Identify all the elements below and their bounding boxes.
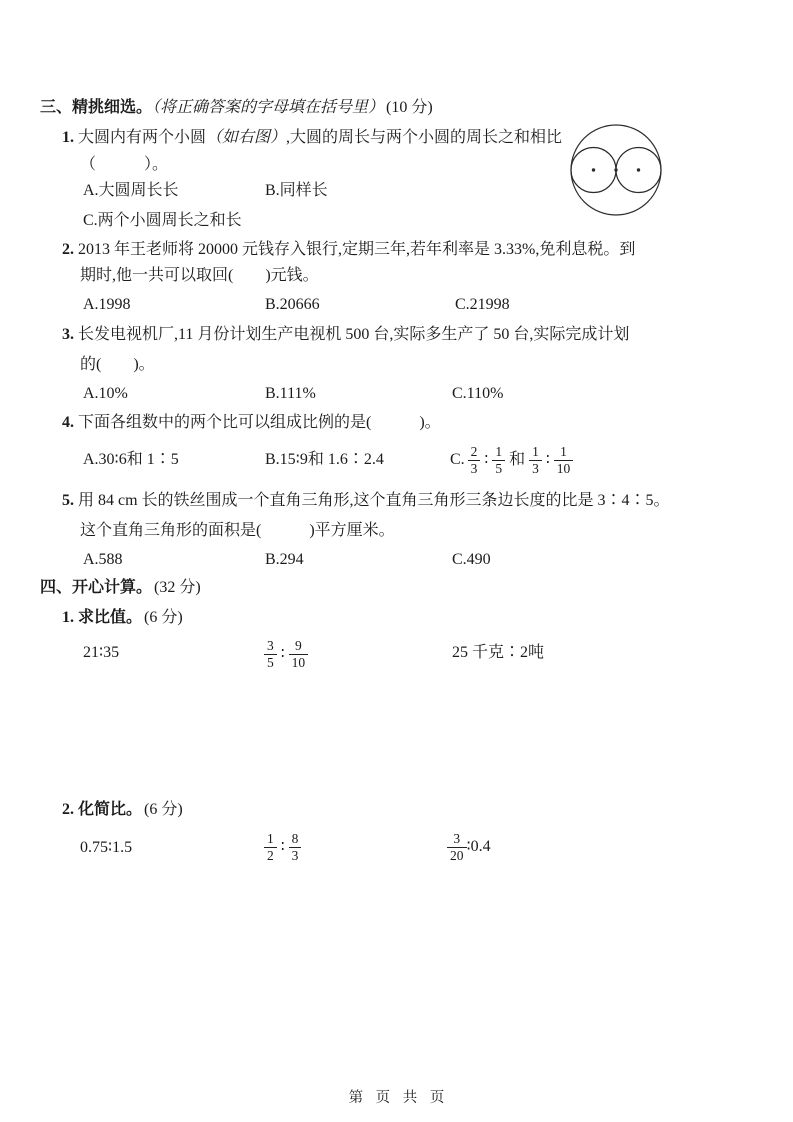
q3-text: 长发电视机厂,11 月份计划生产电视机 500 台,实际多生产了 50 台,实际完成计划 — [78, 326, 630, 343]
q2-number: 2. — [62, 241, 74, 258]
sub2-number: 2. — [62, 801, 74, 818]
q5-line1 — [62, 491, 670, 511]
fraction: $\frac{8}{3}$ — [289, 831, 302, 863]
section3-header — [40, 98, 433, 118]
sub1-number: 1. — [62, 609, 74, 626]
q5-line2: 这个直角三角形的面积是( )平方厘米。 — [80, 522, 395, 539]
ratio-colon: ∶ — [280, 838, 285, 855]
q4-option-c-label: C. — [450, 451, 465, 468]
sub1-item3: 25 千克∶2吨 — [452, 644, 545, 661]
center-dot-left — [592, 168, 595, 171]
q1-line1 — [62, 128, 562, 148]
sub1-item1: 21∶35 — [83, 644, 120, 661]
fraction: $\frac{1}{2}$ — [264, 831, 277, 863]
q5-option-b: B.294 — [265, 551, 304, 568]
q2-option-c: C.21998 — [455, 296, 510, 313]
q3-number: 3. — [62, 326, 74, 343]
q3-line1 — [62, 325, 629, 345]
sub2-item1: 0.75∶1.5 — [80, 839, 133, 856]
q2-option-b: B.20666 — [265, 296, 320, 313]
fraction: $\frac{3}{5}$ — [264, 638, 277, 670]
q4-option-b: B.15∶9和 1.6∶2.4 — [265, 451, 384, 468]
q3-option-c: C.110% — [452, 385, 504, 402]
sub2-points: (6 分) — [144, 801, 183, 818]
sub1-title: 求比值。 — [78, 609, 143, 626]
ratio-colon: ∶ — [484, 451, 489, 468]
ratio-colon: ∶ — [280, 645, 285, 662]
q4-text: 下面各组数中的两个比可以组成比例的是( )。 — [78, 414, 441, 431]
q1-text-b: ,大圆的周长与两个小圆的周长之和相比 — [286, 129, 563, 146]
sub1-points: (6 分) — [144, 609, 183, 626]
q2-option-a: A.1998 — [83, 296, 131, 313]
center-dot-right — [637, 168, 640, 171]
q2-line2: 期时,他一共可以取回( )元钱。 — [80, 267, 319, 284]
q5-option-c: C.490 — [452, 551, 491, 568]
ratio-colon: ∶ — [545, 451, 550, 468]
circles-diagram — [569, 123, 663, 217]
and-word: 和 — [509, 451, 526, 468]
fraction: $\frac{1}{3}$ — [529, 444, 542, 476]
q1-option-a: A.大圆周长长 — [83, 182, 179, 199]
fraction: $\frac{1}{10}$ — [554, 444, 574, 476]
q1-figure-note: （如右图） — [206, 129, 287, 146]
q4-line1 — [62, 413, 441, 433]
q1-number: 1. — [62, 129, 74, 146]
q5-option-a: A.588 — [83, 551, 123, 568]
page-footer: 第 页 共 页 — [348, 1090, 445, 1106]
q1-answer-blank: （ ）。 — [80, 156, 169, 173]
fraction: $\frac{9}{10}$ — [289, 638, 309, 670]
sub2-title-line — [62, 800, 183, 820]
section4-title: 四、开心计算。 — [40, 579, 153, 596]
q1-option-b: B.同样长 — [265, 182, 328, 199]
q4-number: 4. — [62, 414, 74, 431]
sub1-title-line — [62, 608, 183, 628]
q5-number: 5. — [62, 492, 74, 509]
section3-points: (10 分) — [386, 99, 433, 116]
q2-line1 — [62, 240, 635, 260]
sub2-item2 — [264, 827, 301, 867]
fraction: $\frac{2}{3}$ — [468, 444, 481, 476]
fraction: $\frac{3}{20}$ — [447, 831, 467, 863]
q3-option-b: B.111% — [265, 385, 316, 402]
q3-line2: 的( )。 — [80, 356, 155, 373]
fraction: $\frac{1}{5}$ — [492, 444, 505, 476]
q4-option-a: A.30∶6和 1∶5 — [83, 451, 179, 468]
section3-title: 三、精挑细选。 — [40, 99, 153, 116]
sub2-item3 — [447, 827, 491, 867]
q4-option-c — [450, 440, 573, 480]
section4-points: (32 分) — [154, 579, 201, 596]
sub1-item2 — [264, 634, 308, 674]
q1-option-c: C.两个小圆周长之和长 — [83, 212, 242, 229]
q3-option-a: A.10% — [83, 385, 128, 402]
q1-text-a: 大圆内有两个小圆 — [78, 129, 207, 146]
center-dot-middle — [614, 168, 617, 171]
sub2-item3-rest: ∶0.4 — [466, 838, 491, 855]
section4-header — [40, 578, 201, 598]
q5-text: 用 84 cm 长的铁丝围成一个直角三角形,这个直角三角形三条边长度的比是 3∶4∶5。 — [78, 492, 670, 509]
sub2-title: 化简比。 — [78, 801, 143, 818]
section3-note: （将正确答案的字母填在括号里） — [152, 99, 385, 116]
q2-text: 2013 年王老师将 20000 元钱存入银行,定期三年,若年利率是 3.33%,免利息税。到 — [78, 241, 636, 258]
